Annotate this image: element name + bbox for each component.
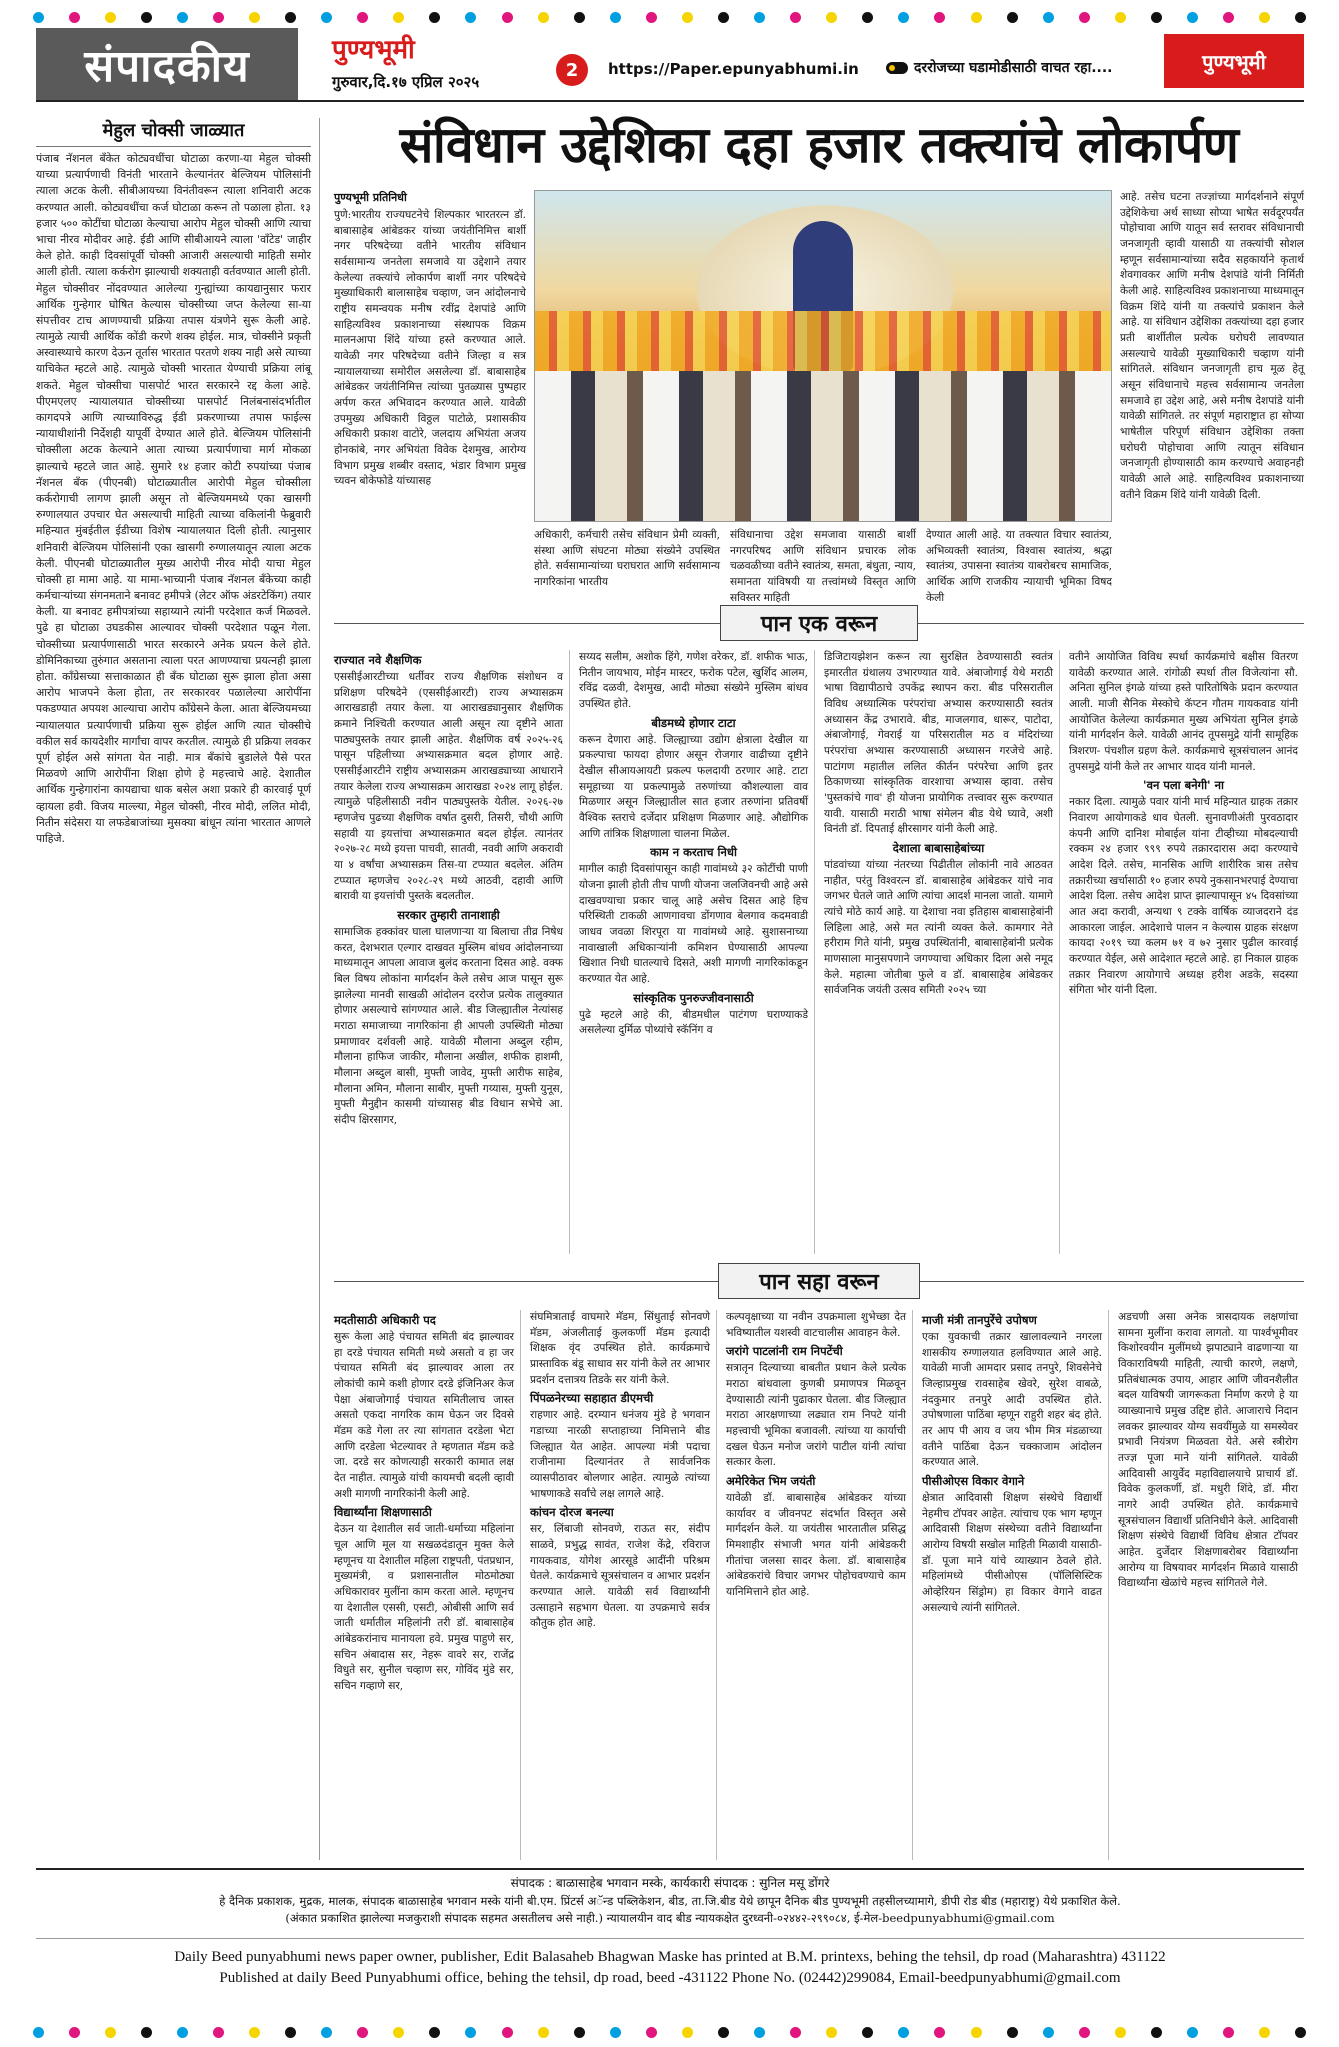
article-text: देऊन या देशातील सर्व जाती-धर्माच्या महिलांना चूल आणि मूल या सखळदंडातून मुक्त केले म्हणूनच या देशातील महिला राष्ट्रपती, पंतप्रधान, मुख्यमंत्री, व प्रशासनातील मोठमोठ्या अधिकारावर मुलींना काम करता आले. म्हणूनच या देशातील एससी, एसटी, ओबीसी आणि सर्व जाती धर्मातील महिलांनी तरी डॉ. बाबासाहेब आंबेडकरांनाच मानायला हवे. प्रमुख पाहुणे सर, सचिन अंबादास सर, नेहरू वावरे सर, राजेंद्र विधुते सर, सुनील चव्हाण सर, गोविंद मुंडे सर, सचिन गव्हाणे सर,	[334, 1523, 514, 1693]
registration-dot	[321, 2027, 332, 2038]
article-text: कल्पवृक्षाच्या या नवीन उपक्रमाला शुभेच्छा देत भविष्यातील यशस्वी वाटचालीस आवाहन केले.	[726, 1311, 906, 1339]
tagline-text: दररोजच्या घडामोडीसाठी वाचत रहा....	[914, 60, 1113, 76]
subhead: राज्यात नवे शैक्षणिक	[334, 653, 422, 667]
registration-dot	[574, 12, 585, 23]
article-text: संघमित्राताई वाघमारे मॅडम, सिंधुताई सोनवणे मॅडम, अंजलीताई कुलकर्णी मॅडम इत्यादी शिक्षक वृंद उपस्थित होते. कार्यक्रमाचे प्रास्ताविक बंडू साधाव सर यांनी केले तर आभार प्रदर्शन दत्तात्रय तिडके सर यांनी केले.	[530, 1311, 710, 1386]
registration-dot	[249, 2027, 260, 2038]
crowd-shape	[535, 371, 1111, 521]
lead-under-photo	[534, 528, 1112, 606]
section1-col-2	[579, 650, 815, 1254]
article-text: करून देणारा आहे. जिल्ह्याच्या उद्योग क्षेत्राला देखील या प्रकल्पाचा फायदा होणार असून रोजगार वाढीच्या दृष्टीने देखील सीआयआयटी प्रकल्प फलदायी ठरणार आहे. टाटा समूहाच्या या प्रकल्पामुळे तरुणांच्या कौशल्याला वाव मिळणार असून जिल्ह्यातील सात हजार तरुणांना प्रतिवर्षी वैश्विक स्तराचे दर्जेदार प्रशिक्षण मिळणार आहे. औद्योगिक आणि तांत्रिक शिक्षणाला चालना मिळेल.	[579, 733, 808, 840]
section1-columns	[334, 650, 1304, 1254]
registration-dot	[177, 2027, 188, 2038]
registration-dot	[213, 2027, 224, 2038]
registration-dot	[393, 12, 404, 23]
issue-date: गुरुवार,दि.१७ एप्रिल २०२५	[332, 73, 480, 91]
english-imprint	[36, 1938, 1304, 1991]
registration-dot	[285, 2027, 296, 2038]
website-url[interactable]: https://Paper.epunyabhumi.in	[608, 60, 859, 78]
subhead: कांचन दोरज बनल्या	[530, 1505, 614, 1520]
section2-col-2	[530, 1310, 717, 1860]
registration-dot	[105, 12, 116, 23]
registration-dot	[105, 2027, 116, 2038]
registration-dot	[285, 12, 296, 23]
brand-name: पुण्यभूमी	[332, 35, 415, 65]
editorial-title: मेहुल चोक्सी जाळ्यात	[36, 118, 311, 147]
registration-dot	[1187, 12, 1198, 23]
page-number-badge: 2	[556, 54, 588, 86]
registration-dot	[862, 2027, 873, 2038]
subhead: मदतीसाठी अधिकारी पद	[334, 1313, 436, 1327]
registration-dot	[321, 12, 332, 23]
registration-dot	[1151, 12, 1162, 23]
section2-col-5	[1118, 1310, 1304, 1860]
subhead: माजी मंत्री तानपुरेंचे उपोषण	[922, 1313, 1037, 1327]
subhead: पीसीओएस विकार वेगाने	[922, 1474, 1025, 1489]
registration-dot	[610, 2027, 621, 2038]
registration-dot	[502, 12, 513, 23]
registration-dot	[1151, 2027, 1162, 2038]
registration-dot	[1043, 2027, 1054, 2038]
registration-dot	[934, 12, 945, 23]
article-text: नकार दिला. त्यामुळे पवार यांनी मार्च महिन्यात ग्राहक तक्रार निवारण आयोगाकडे धाव घेतली. सुनावणीअंती पुरवठादार कंपनी आणि दानिश मोबाईल यांना टीव्हीच्या मोबदल्याची रक्कम २४ हजार ९९९ रुपये तक्रारदारास अदा करण्याचे आदेश दिले. तसेच, मानसिक आणि शारीरिक त्रास तसेच तक्रारीच्या खर्चासाठी १० हजार रुपये नुकसानभरपाई देण्याचा आदेश दिला. तसेच आदेश प्राप्त झाल्यापासून ४५ दिवसांच्या आत अदा करावी, अन्यथा ९ टक्के वार्षिक व्याजदराने दंड आकारला जाईल. आदेशाचे पालन न केल्यास ग्राहक संरक्षण कायदा २०१९ च्या कलम ७१ व ७२ नुसार पुढील कारवाई करण्यात येईल, असे आदेशात म्हटले आहे. हा निकाल ग्राहक तक्रार निवारण आयोगाचे अध्यक्ष हरीश अडके, सदस्या संगिता भोर यांनी दिला.	[1069, 796, 1298, 997]
section2-col-1	[334, 1310, 521, 1860]
article-text: पांडवांच्या यांच्या नंतरच्या पिढीतील लोकांनी नावे आठवत नाहीत, परंतु विश्वरत्न डॉ. बाबासाहेब आंबेडकर यांचे नाव जगभर घेतले जाते आणि त्यांचा आदर्श मानला जातो. यामागे त्यांचे मोठे कार्य आहे. या देशाचा नवा इतिहास बाबासाहेबांनी लिहिला आहे, असे मत त्यांनी व्यक्त केले. कामगार नेते हरीराम गिते यांनी, प्रमुख उपस्थितांनी, बाबासाहेबांनी प्रत्येक माणसाला मानुसपणाने जगण्याचा अधिकार दिला असे नमूद केले. महात्मा जोतीबा फुले व डॉ. बाबासाहेब आंबेडकर सार्वजनिक जयंती उत्सव समिती २०२५ च्या	[824, 859, 1053, 997]
section2-columns	[334, 1310, 1304, 1860]
lead-text-3: आहे. तसेच घटना तज्ज्ञांच्या मार्गदर्शनाने संपूर्ण उद्देशिकेचा अर्थ साध्या सोप्या भाषेत सर्वदूरपर्यंत पोहोचावा आणि यातून सर्व स्तरावर संविधानाची जनजागृती व्हावी यासाठी या तक्त्यांची सोशल म्हणून सर्वसामान्यांच्या सदैव सहकार्याने कृतार्थ शेवगावकर आणि मनीष देशपांडे यांनी निर्मिती केली आहे. साहित्यविश्व प्रकाशनाच्या माध्यमातून विक्रम शिंदे यांनी या तक्त्यांचे प्रकाशन केले आहे. या संविधान उद्देशिका तक्त्यांच्या दहा हजार प्रती बार्शीतील प्रत्येक घरोघरी लावण्यात असल्याचे यावेळी मुख्याधिकारी चव्हाण यांनी सांगितले. संविधान जनजागृती हाच मूळ हेतू असून संविधानाचे महत्त्व सर्वसामान्य जनतेला समजावे हा उद्देश आहे, असे मनीष देशपांडे यांनी यावेळी सांगितले. तर संपूर्ण महाराष्ट्रात हा सोप्या भाषेतील परिपूर्ण संविधान उद्देशिका तक्ता घरोघरी पोहोचावा आणि त्यातून संविधान जनजागृती होण्यासाठी काम करण्याचे अवाहनही यावेळी आले आहे. साहित्यविश्व प्रकाशनाच्या वतीने विक्रम शिंदे यांनी यावेळी दिली.	[1120, 191, 1304, 501]
article-text: राहणार आहे. दरम्यान धनंजय मुंडे हे भगवान गडाच्या नारळी सप्ताहाच्या निमित्ताने बीड जिल्ह्यात येत आहेत. आपल्या मंत्री पदाचा राजीनामा दिल्यानंतर ते सार्वजनिक व्यासपीठावर बोलणार आहेत. त्यामुळे त्यांच्या भाषणाकडे सर्वांचे लक्ष लागले आहे.	[530, 1409, 710, 1500]
registration-dot	[934, 2027, 945, 2038]
registration-dot	[1295, 2027, 1306, 2038]
article-text: वतीने आयोजित विविध स्पर्धा कार्यक्रमांचे बक्षीस वितरण यावेळी करण्यात आले. रांगोळी स्पर्धा तील विजेत्यांना सौ. अनिता सुनिल इंगळे यांच्या हस्ते पारितोषिके प्रदान करण्यात आली. माजी सैनिक मेस्कोचे कॅप्टन गौतम गायकवाड यांनी आयोजित केलेल्या कार्यक्रमात मुख्य अभियंता सुनिल इंगळे यांनी मार्गदर्शन केले. यावेळी आनंद तूपसमुद्रे यांनी सामूहिक त्रिशरण- पंचशील ग्रहण केले. कार्यक्रमाचे सूत्रसंचालन आनंद तुपसमुद्रे यांनी केले तर आभार यादव यांनी मानले.	[1069, 651, 1298, 773]
registration-dot	[754, 12, 765, 23]
lead-under-2: संविधानाचा उद्देश समजावा यासाठी बार्शी नगरपरिषद आणि संविधान प्रचारक लोक चळवळीच्या वतीने स्वातंत्र्य, समता, बंधुता, न्याय, समानता यांविषयी या तत्त्वांमध्ये विस्तृत आणि सविस्तर माहिती	[730, 529, 916, 604]
registration-dot	[1043, 12, 1054, 23]
registration-dot	[357, 12, 368, 23]
registration-marks-top	[0, 10, 1339, 24]
english-imprint-line-2: Published at daily Beed Punyabhumi office, behing the tehsil, dp road, beed -431122 Phone No. (02442)299084, Email-beedpunyabhumi@gmail.com	[219, 1970, 1121, 1987]
section2-col-4	[922, 1310, 1109, 1860]
subhead: विद्यार्थ्यांना शिक्षणासाठी	[334, 1505, 432, 1520]
registration-dot	[898, 2027, 909, 2038]
registration-dot	[1187, 2027, 1198, 2038]
subhead: सांस्कृतिक पुनरुज्जीवनासाठी	[633, 990, 754, 1005]
registration-dot	[1259, 2027, 1270, 2038]
registration-dot	[826, 12, 837, 23]
article-text: पुढे म्हटले आहे की, बीडमधील पाटंगण घराण्याकडे असलेल्या दुर्मिळ पोथ्यांचे स्कॅनिंग व	[579, 1008, 808, 1037]
article-text: सामाजिक हक्कांवर घाला घालणाऱ्या या बिलाचा तीव्र निषेध करत, देशभरात एल्गार दाखवत मुस्लिम बांधव आंदोलनाच्या माध्यमातून आपला आवाज बुलंद करताना दिसत आहे. वक्फ बिल विषय लोकांना मार्गदर्शन केले तसेच आज पासून सुरू झालेल्या मानवी साखळी आंदोलन दररोज प्रत्येक तालुक्यात होणार असल्याचे सांगण्यात आले. बीड जिल्ह्यातील नेत्यांसह मराठा समाजाच्या नागरिकांना ही आपली उपस्थिती मोठ्या प्रमाणावर दर्शवली आहे. यावेळी मौलाना अब्दुल रहीम, मौलाना हाफिज जाकीर, मौलाना अखील, शफीक हाशमी, मौलाना अब्दुल बासी, मुफ्ती जावेद, मुफ्ती आरीफ साहेब, मौलाना अमिन, मौलाना साबीर, मुफ्ती गय्यास, मुफ्ती युनूस, मुफ्ती मैनुद्दीन कासमी यांच्यासह बीड विधान सभेचे आ. संदीप क्षिरसागर,	[334, 926, 563, 1127]
registration-dot	[357, 2027, 368, 2038]
registration-dot	[213, 12, 224, 23]
registration-dot	[429, 2027, 440, 2038]
registration-dot	[33, 12, 44, 23]
registration-dot	[1115, 12, 1126, 23]
pill-icon	[886, 62, 908, 74]
registration-dot	[646, 2027, 657, 2038]
registration-dot	[971, 2027, 982, 2038]
article-text: क्षेत्रात आदिवासी शिक्षण संस्थेचे विद्यार्थी नेहमीच टॉपवर आहेत. त्यांचाच एक भाग म्हणून आदिवासी शिक्षण संस्थेच्या वतीने विद्यार्थ्यांना आरोग्य विषयी सखोल माहिती मिळावी यासाठी- डॉ. पूजा माने यांचे व्याख्यान ठेवले होते. महिलांमध्ये पीसीओएस (पॉलिसिस्टिक ओव्हेरियन सिंड्रोम) हा विकार वेगाने वाढत असल्याचे त्यांनी सांगितले.	[922, 1492, 1102, 1614]
article-text: एका युवकाची तक्रार खालावल्याने नगरला शासकीय रुग्णालयात हलविण्यात आले आहे. यावेळी माजी आमदार प्रसाद तनपुरे, शिवसेनेचे जिल्हाप्रमुख रावसाहेब खेवरे, सुरेश वाबळे, नंदकुमार तनपुरे आदी उपस्थित होते. उपोषणाला पाठिंबा म्हणून राहुरी शहर बंद होते. तर आप पी आय व जय भीम मित्र मंडळाच्या वतीने पाठिंबा देऊन चक्काजाम आंदोलन करण्यात आले.	[922, 1331, 1102, 1469]
section1-col-4	[1069, 650, 1304, 1254]
article-text: मागील काही दिवसांपासून काही गावांमध्ये ३२ कोटींची पाणी योजना झाली होती तीच पाणी योजना जलजिवनची आहे असे दाखवण्याचा प्रकार चालू आहे असेच दिसत आहे हिच परिस्थिती टाकळी आणगावचा डोंगणाव बेलगाव कदमवाडी जाधव जवळा शिरपूरा या गावांमध्ये आहे. सुशासनाच्या नावाखाली अधिकाऱ्यांनी कमिशन घेण्यासाठी आपल्या खिशात निधी घातल्याचे दिसते, अशी मागणी नागरिकांकडून करण्यात येत आहे.	[579, 863, 808, 986]
lead-under-1: अधिकारी, कर्मचारी तसेच संविधान प्रेमी व्यक्ती, संस्था आणि संघटना मोठ्या संख्येने उपस्थित होते. सर्वसामान्यांच्या घराघरात आणि सर्वसामान्य नागरिकांना भारतीय	[534, 529, 720, 589]
section1-col-1	[334, 650, 570, 1254]
section2-col-3	[726, 1310, 913, 1860]
event-photo	[534, 190, 1112, 522]
registration-dot	[502, 2027, 513, 2038]
registration-dot	[682, 12, 693, 23]
article-text: सय्यद सलीम, अशोक हिंगे, गणेश वरेकर, डॉ. शफीक भाऊ, नितीन जायभाय, मोईन मास्टर, फरोक पटेल, खुर्शिद आलम, रविंद्र दळवी, देशमुख, आदी मोठ्या संख्येने मुस्लिम बांधव उपस्थित होते.	[579, 651, 808, 711]
section-label: संपादकीय	[36, 28, 298, 100]
subhead: सरकार तुम्हारी तानाशाही	[397, 908, 500, 923]
registration-dot	[790, 12, 801, 23]
article-text: एससीईआरटीच्या धर्तीवर राज्य शैक्षणिक संशोधन व प्रशिक्षण परिषदेने (एससीईआरटी) राज्य अभ्यासक्रम आराखडाही तयार केला. या आराखड्यानुसार शैक्षणिक क्रमाने निश्चिती करण्यात आली असून त्या दृष्टीने आता पाठ्यपुस्तके तयार झाली आहेत. शैक्षणिक वर्ष २०२५-२६ पासून पहिलीच्या अभ्यासक्रमात बदल होणार आहे. एससीईआरटीने राष्ट्रीय अभ्यासक्रम आराखड्याच्या आधाराने तयार केलेला राज्य अभ्यासक्रम आराखडा २०२४ लागू होईल. त्यामुळे पहिलीसाठी नवीन पाठ्यपुस्तके येतील. २०२६-२७ म्हणजेच पुढच्या शैक्षणिक वर्षात दुसरी, तिसरी, चौथी आणि सहावी या इयत्तांचा अभ्यासक्रमात बदल होईल. त्यानंतर २०२७-२८ मध्ये इयत्ता पाचवी, सातवी, नववी आणि अकरावी या ४ वर्षांचा अभ्यासक्रम तिस-या टप्प्यात बदलेल. अंतिम टप्प्यात म्हणजेच २०२८-२९ मध्ये आठवी, दहावी आणि बारावी या इयत्तांची पुस्तके बदलतील.	[334, 671, 563, 903]
registration-dot	[1079, 2027, 1090, 2038]
registration-dot	[393, 2027, 404, 2038]
article-text: सुरू केला आहे पंचायत समिती बंद झाल्यावर हा दरडे पंचायत समिती मध्ये असतो व हा जर पंचायत समिती बंद झाल्यावर आला तर लोकांची कामे कशी होणार दरडे इंजिनिअर केज पेक्षा अंबाजोगाई पंचायत समितीलाच जास्त असतो एकदा नागरिक काम घेऊन जर दिवसे मॅडम कडे गेला तर त्या सांगतात दरडेला भेटा आणि दरडेला भेटल्यावर ते म्हणतात मॅडम कडे जा. दरडे सर कोणत्याही सरकारी कामात लक्ष देत नाहीत. त्यामुळे यांची कायमची बदली व्हावी अशी मागणी नागरिकांनी केली आहे.	[334, 1331, 514, 1500]
article-text: डिजिटायझेशन करून त्या सुरक्षित ठेवण्यासाठी स्वतंत्र इमारतीत ग्रंथालय उभारण्यात यावे. अंबाजोगाई येथे मराठी भाषा विद्यापीठाचे उपकेंद्र स्थापन करा. बीड परिसरातील विविध अध्यात्मिक परंपरांचा अभ्यास करण्यासाठी स्वतंत्र अध्यासन केंद्र उभारावे. बीड, माजलगाव, धारूर, पाटोदा, अंबाजोगाई, गेवराई या परिसरातील मठ व मंदिरांच्या परंपरांचा अभ्यास करण्यासाठी अध्यासन गरजेचे आहे. पाटांगण महातील ललित कीर्तन परंपरेचा आणि इतर ठिकाणच्या सांस्कृतिक वारशाचा अभ्यास व्हावा. तसेच 'पुस्तकांचे गाव' ही योजना प्रायोगिक तत्त्वावर सुरू करण्यात यावी. यासाठी मराठी भाषा संमेलन बीड येथे घ्यावे, अशी विनंती डॉ. दिपताई क्षीरसागर यांनी केली आहे.	[824, 651, 1053, 836]
registration-dot	[538, 2027, 549, 2038]
section-title: पान सहा वरून	[718, 1263, 920, 1299]
registration-dot	[33, 2027, 44, 2038]
registration-dot	[1079, 12, 1090, 23]
article-text: यावेळी डॉ. बाबासाहेब आंबेडकर यांच्या कार्यावर व जीवनपट संदर्भात विस्तृत असे मार्गदर्शन केले. या जयंतीस भारतातील प्रसिद्ध मिमशाहीर संभाजी भगत यांनी आंबेडकरी गीतांचा जलसा सादर केला. डॉ. बाबासाहेब आंबेडकरांचे विचार जगभर पोहोचवण्याचे काम यानिमित्ताने होत आहे.	[726, 1492, 906, 1599]
registration-dot	[141, 12, 152, 23]
subhead: काम न करताच निधी	[650, 845, 737, 860]
registration-dot	[1115, 2027, 1126, 2038]
registration-dot	[610, 12, 621, 23]
registration-dot	[465, 12, 476, 23]
lead-under-3: देण्यात आली आहे. या तक्त्यात विचार स्वातंत्र्य, अभिव्यक्ती स्वातंत्र्य, विश्वास स्वातंत्र्य, श्रद्धा स्वातंत्र्य, उपासना स्वातंत्र्य याबरोबरच सामाजिक, आर्थिक आणि राजकीय न्यायाची भूमिका विषद केली	[926, 529, 1112, 604]
registration-dot	[249, 12, 260, 23]
registration-dot	[1259, 12, 1270, 23]
registration-dot	[754, 2027, 765, 2038]
english-imprint-line-1: Daily Beed punyabhumi news paper owner, publisher, Edit Balasaheb Bhagwan Maske has printed at B.M. printexs, behing the tehsil, dp road (Maharashtra) 431122	[174, 1948, 1166, 1965]
section-continued-page-one	[334, 604, 1304, 642]
registration-dot	[826, 2027, 837, 2038]
registration-dot	[574, 2027, 585, 2038]
registration-dot	[1295, 12, 1306, 23]
editorial-body: पंजाब नॅशनल बँकेत कोट्यवधींचा घोटाळा करणा-या मेहुल चोक्सी याच्या प्रत्यार्पणाची विनंती भारताने केल्यानंतर बेल्जियम पोलिसांनी त्याला अटक केली. सीबीआयच्या विनंतीवरून त्याला शनिवारी अटक करण्यात आली. कोट्यवधींचा कर्ज घोटाळा करून तो पळाला होता. १३ हजार ५०० कोटींचा घोटाळा केल्याचा आरोप मेहुल चोक्सी आणि त्याचा भाचा नीरव मोदीवर आहे. ईडी आणि सीबीआयने त्याला 'वाँटेड' जाहीर केले होते. काही दिवसांपूर्वी चोक्सी आजारी असल्याची माहिती समोर आली होती. त्याला कर्करोग झाल्याची शक्यताही वर्तवण्यात आली होती. मेहुल चोक्सीवर नोंदवण्यात आलेल्या गुन्ह्यांच्या कायद्यानुसार फरार आर्थिक गुन्हेगार घोषित केल्यास चोक्सीच्या जप्त केलेल्या सा-या संपत्तीवर टाच आणण्याची प्रक्रिया तपास यंत्रणेने सुरू केली आहे. त्यामुळे त्याची आर्थिक कोंडी करणे शक्य होईल. मात्र, चोक्सीने प्रकृती अस्वास्थ्याचे कारण देऊन तूर्तास भारतात परतणे शक्य नाही असे त्याच्या याचिकेत म्हटले आहे. त्यामुळे चोक्सी भारतात येण्याची प्रक्रिया लांबू शकते. मेहुल चोक्सीचा पासपोर्ट भारत सरकारने रद्द केला आहे. पीएमएलए न्यायालयात चोक्सीच्या पासपोर्ट निलंबनासंदर्भातील कागदपत्रे आणि त्याच्याविरुद्ध ईडी प्रकरणाच्या तपास फाईल्स न्यायाधीशांनी निर्देशही यापूर्वी देण्यात आले होते. बेल्जियम पोलिसांनी चोक्सीला अटक केल्याने आता त्याच्या प्रत्यार्पणाचा मार्ग मोकळा झाल्याचे म्हटले जात आहे. सुमारे १४ हजार कोटी रुपयांच्या पंजाब नॅशनल बँक (पीएनबी) घोटाळ्यातील आरोपी मेहुल चोक्सीला कर्करोगाची लागण झाली असून तो बेल्जियममध्ये एका खासगी रुग्णालयात उपचार घेत असल्याची माहिती त्याच्या वकिलांनी फेब्रुवारी महिन्यात मुंबईतील ईडीच्या विशेष न्यायालयात दिली होती. त्यानुसार शनिवारी बेल्जियम पोलिसांनी एका खासगी रुग्णालयातून त्याला अटक केली. पीएनबी घोटाळ्यातील मुख्य आरोपी नीरव मोदी याचा मेहुल चोक्सी हा मामा आहे. या मामा-भाच्यानी पंजाब नॅशनल बँकेच्या काही कर्मचाऱ्यांच्या संगनमताने बनावट हमीपत्रे (लेटर ऑफ अंडरटेकिंग) तयार केली. या बनावट हमीपत्रांच्या सहाय्याने त्यांनी परदेशात कर्ज मिळवले. पुढे हा घोटाळा उघडकीस आल्यावर चोक्सी परदेशात पळून गेला. चोक्सीच्या प्रत्यार्पणासाठी भारत सरकारने अनेक प्रयत्न केले होते. डोमिनिकाच्या तुरुंगात असताना त्याला परत आणण्याचा प्रयत्नही झाला होता. काँग्रेसच्या सत्ताकाळात ही बँक घोटाळा सुरू झाला होता असा आरोप भाजपने केला होता, तर सरकारवर पळालेल्या आरोपींना पकडण्यात अपयश आल्याचा आरोप काँग्रेसने केला. आता बेल्जियमच्या न्यायालयात प्रत्यार्पणाची प्रक्रिया सुरू होईल आणि त्यात चोक्सीचे वकील सर्व कायदेशीर मार्गांचा वापर करतील. त्यामुळे ही प्रक्रिया लवकर पूर्ण होईल असे सांगता येत नाही. मात्र बँकांचे बुडालेले पैसे परत मिळवणे आणि आरोपींना शिक्षा होणे हे महत्त्वाचे आहे. देशातील आर्थिक गुन्हेगारांना कायद्याचा धाक बसेल अशा प्रकारे ही कारवाई पूर्ण व्हायला हवी. विजय माल्ल्या, मेहुल चोक्सी, नीरव मोदी, ललित मोदी, नितीन संदेसरा या लफडेबाजांच्या मुसक्या बांधून त्यांना भारतात आणले पाहिजे.	[36, 152, 311, 845]
registration-dot	[429, 12, 440, 23]
subhead: बीडमध्ये होणार टाटा	[651, 715, 736, 730]
registration-dot	[790, 2027, 801, 2038]
registration-dot	[177, 12, 188, 23]
lead-column-3	[1120, 190, 1304, 503]
registration-dot	[862, 12, 873, 23]
logo: पुण्यभूमी	[1164, 34, 1304, 88]
lead-column-1	[334, 190, 526, 490]
registration-dot	[971, 12, 982, 23]
subhead: 'वन पला बनेगी' ना	[1143, 778, 1224, 793]
article-text: अडचणी असा अनेक त्रासदायक लक्षणांचा सामना मुलींना करावा लागतो. या पार्श्वभूमीवर किशोरवयीन मुलींमध्ये झपाट्याने वाढणाऱ्या या विकाराविषयी माहिती, त्याची कारणे, लक्षणे, प्रतिबंधात्मक उपाय, आहार आणि जीवनशैलीत बदल याविषयी जागरूकता निर्माण करणे हे या व्याख्यानाचे प्रमुख उद्दिष्ट होते. आजाराचे निदान लवकर झाल्यावर योग्य सवयींमुळे या समस्येवर प्रभावी नियंत्रण मिळवता येते. असे स्त्रीरोग तज्ज्ञ पूजा माने यांनी सांगितले. यावेळी आदिवासी आयुर्वेद महाविद्यालयाचे प्राचार्य डॉ. विवेक कुलकर्णी, डॉ. मधुरी शिंदे, डॉ. मीरा नागरे आदी उपस्थित होते. कार्यक्रमाचे सूत्रसंचालन विद्यार्थी प्रतिनिधीने केले. आदिवासी शिक्षण संस्थेचे विद्यार्थी विविध क्षेत्रात टॉपवर आहेत. दुर्जेदार शिक्षणाबरोबर विद्यार्थ्यांना आरोग्य या विषयावर मार्गदर्शन मिळावे यासाठी विद्यार्थ्यांना खेळांचे महत्त्व सांगितले गेले.	[1118, 1311, 1298, 1590]
section1-col-3	[824, 650, 1060, 1254]
registration-dot	[1007, 2027, 1018, 2038]
registration-marks-bottom	[0, 2025, 1339, 2039]
article-text: सर, लिंबाजी सोनवणे, राऊत सर, संदीप साळवे, प्रभुद्ध सावंत, राजेश केंद्रे, रविराज गायकवाड, योगेश आरसूडे आदींनी परिश्रम घेतले. कार्यक्रमाचे सूत्रसंचालन व आभार प्रदर्शन करण्यात आले. यावेळी सर्व विद्यार्थ्यांनी उत्साहाने सहभाग घेतला. या उपक्रमाचे सर्वत्र कौतुक होत आहे.	[530, 1523, 710, 1630]
section-continued-page-six	[334, 1262, 1304, 1300]
masthead	[36, 28, 1304, 102]
subhead: जरांगे पाटलांनी राम निपटेंची	[726, 1344, 843, 1359]
publisher-note: हे दैनिक प्रकाशक, मुद्रक, मालक, संपादक बाळासाहेब भगवान मस्के यांनी बी.एम. प्रिंटर्स अॅन्ड पब्लिकेशन, बीड, ता.जि.बीड येथे छापून दैनिक बीड पुण्यभूमी तहसीलच्यामागे, डीपी रोड बीड (महाराष्ट्र) येथे प्रकाशित केले.	[219, 1894, 1121, 1908]
imprint-footer	[36, 1868, 1304, 1990]
registration-dot	[465, 2027, 476, 2038]
registration-dot	[69, 12, 80, 23]
registration-dot	[1223, 2027, 1234, 2038]
disclaimer-note: (अंकात प्रकाशित झालेल्या मजकुराशी संपादक सहमत असतीलच असे नाही.) न्यायालयीन वाद बीड न्यायकक्षेत दुरध्वनी-०२४४२-२९९०८४, ई-मेल-beedpunyabhumi@gmail.com	[285, 1911, 1055, 1926]
registration-dot	[718, 12, 729, 23]
registration-dot	[141, 2027, 152, 2038]
article-text: सत्रातृन दिल्याच्या बाबतीत प्रधान केले प्रत्येक मराठा बांधवाला कुणबी प्रमाणपत्र मिळवून देण्यासाठी त्यांनी पुढाकार घेतला. बीड जिल्ह्यात मराठा आरक्षणाच्या लढ्यात राम निपटे यांनी महत्त्वाची भूमिका बजावली. त्यांच्या या कार्याची दखल घेऊन मनोज जरांगे पाटील यांनी त्यांचा सत्कार केला.	[726, 1362, 906, 1469]
subhead: अमेरिकेत भिम जयंती	[726, 1474, 816, 1489]
tagline	[886, 58, 1113, 77]
editorial-column	[36, 118, 320, 1860]
subhead: देशाला बाबासाहेबांच्या	[892, 841, 985, 856]
editor-line: संपादक : बाळासाहेब भगवान मस्के, कार्यकारी संपादक : सुनिल मसू डोंगरे	[510, 1876, 830, 1890]
registration-dot	[1223, 12, 1234, 23]
registration-dot	[718, 2027, 729, 2038]
registration-dot	[69, 2027, 80, 2038]
registration-dot	[682, 2027, 693, 2038]
registration-dot	[538, 12, 549, 23]
registration-dot	[646, 12, 657, 23]
section-title: पान एक वरून	[720, 605, 918, 641]
main-headline: संविधान उद्देशिका दहा हजार तक्त्यांचे लोकार्पण	[399, 116, 1239, 174]
subhead: पिंपळनेरच्या सहाहात डीएमची	[530, 1391, 654, 1406]
registration-dot	[1007, 12, 1018, 23]
registration-dot	[898, 12, 909, 23]
byline: पुण्यभूमी प्रतिनिधी	[334, 191, 407, 204]
lead-text-1: पुणे:भारतीय राज्यघटनेचे शिल्पकार भारतरत्न डॉ. बाबासाहेब आंबेडकर यांच्या जयंतीनिमित्त बार्शी नगर परिषदेच्या वतीने भारतीय संविधान सर्वसामान्य जनतेला समजावे या उद्देशाने तयार केलेल्या तक्त्यांचे लोकार्पण बार्शी नगर परिषदेचे मुख्याधिकारी बालासाहेब चव्हाण, जन आंदोलनाचे राष्ट्रीय समन्वयक मनीष रवींद्र देशपांडे आणि साहित्यविश्व प्रकाशनाच्या संस्थापक विक्रम मालनआपा शिंदे यांच्या हस्ते करण्यात आले. यावेळी नगर परिषदेच्या वतीने जिल्हा व सत्र न्यायालयाच्या समोरील असलेल्या डॉ. बाबासाहेब आंबेडकर जयंतीनिमित्त त्यांच्या पुतळ्यास पुष्पहार अर्पण करत अभिवादन करण्यात आले. यावेळी उपमुख्य अधिकारी विठ्ठल पाटोळे, प्रशासकीय अधिकारी प्रकाश वाटोरे, जलदाय अभियंता अजय होनकांबे, नगर अभियंता विवेक देशमुख, आरोग्य विभाग प्रमुख शब्बीर वस्ताद, भंडार विभाग प्रमुख च्यवन बोकेफोडे यांच्यासह	[334, 209, 526, 488]
